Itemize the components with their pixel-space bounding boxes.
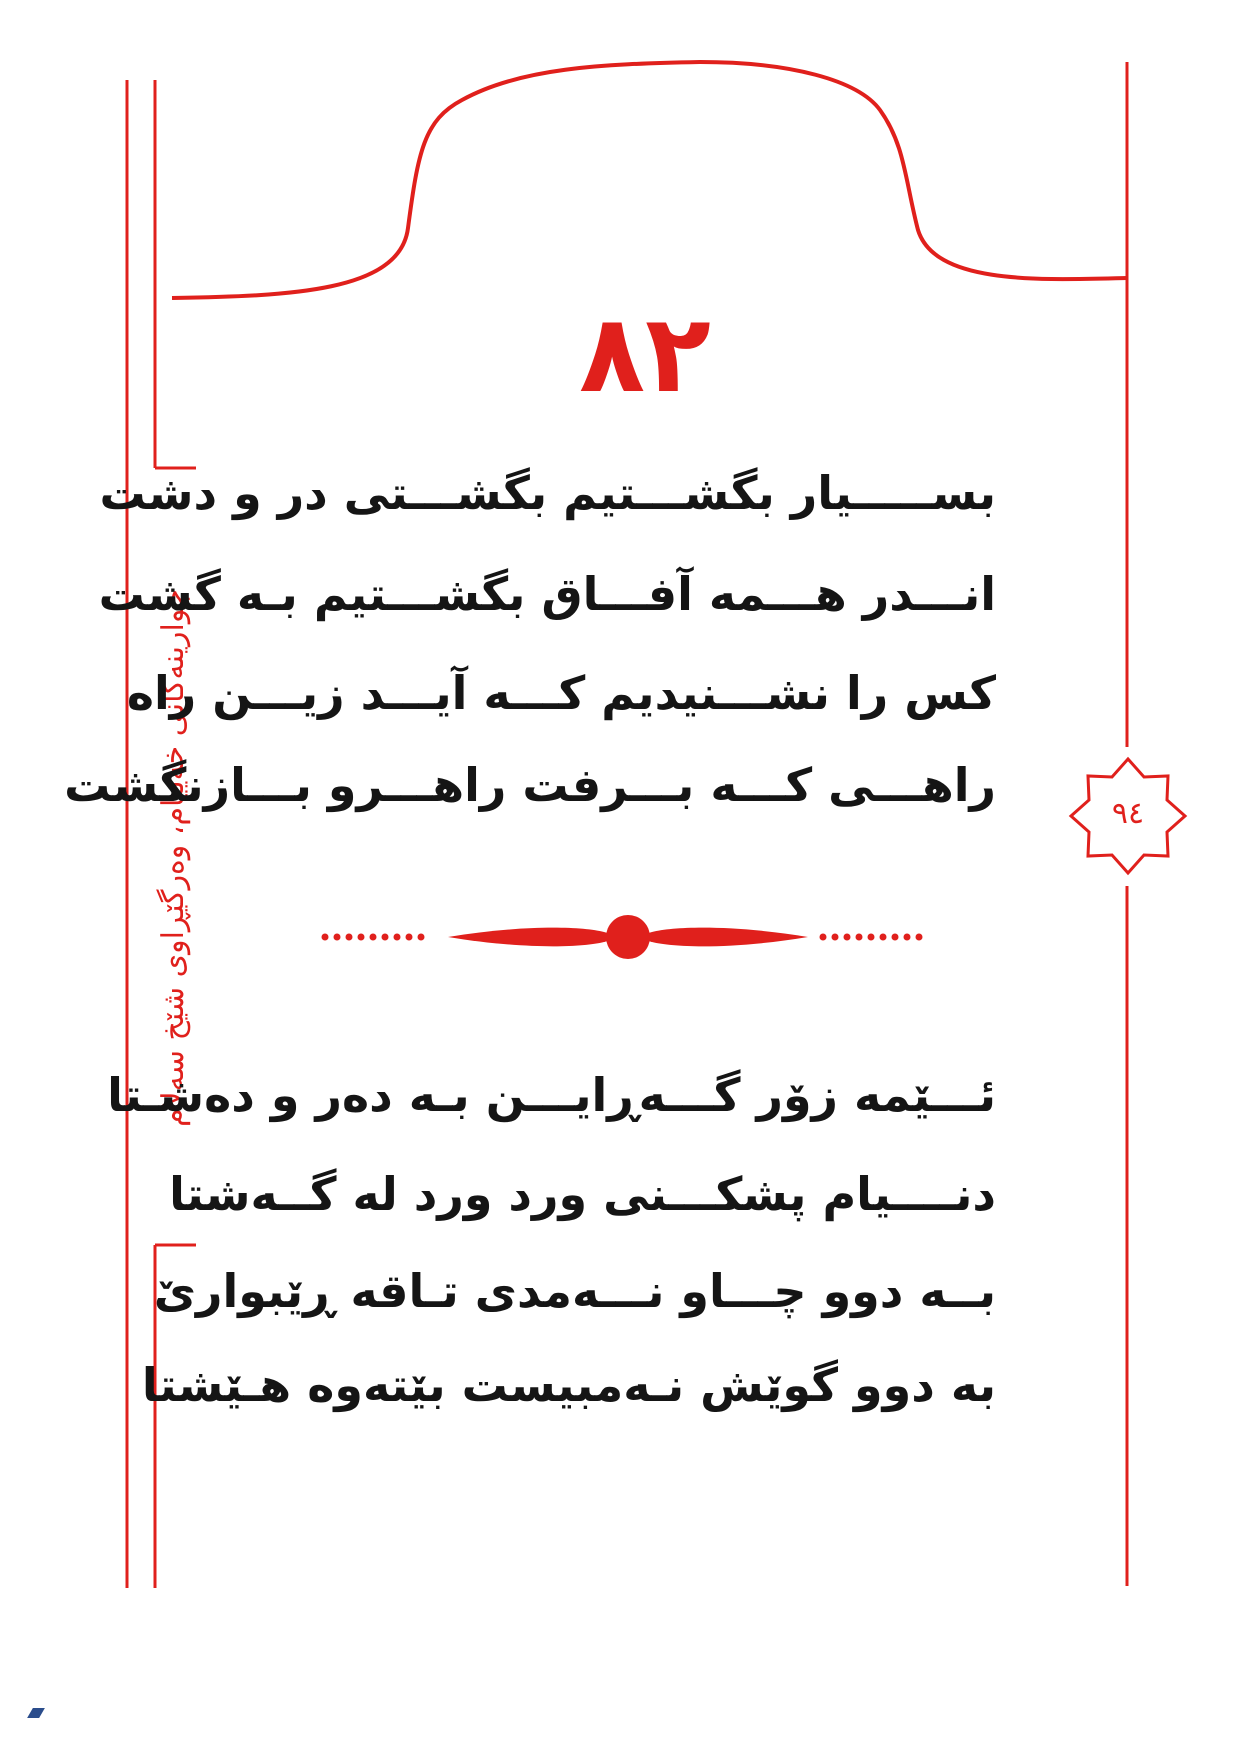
kurdish-verse-line: دنــــیام پشکـــنی ورد ورد لە گــەشتا xyxy=(169,1167,996,1221)
persian-verse-line: راهـــی کـــه بـــرفت راهـــرو بـــازنگشت xyxy=(64,758,996,812)
divider-ornament xyxy=(322,915,923,959)
page-number: ٩٤ xyxy=(1111,796,1145,831)
persian-verse-line: بســـــیار بگشـــتیم بگشـــتی در و دشت xyxy=(99,466,996,520)
poem-number: ٨٢ xyxy=(579,292,711,417)
kurdish-verse-line: ئـــێمه زۆر گـــەڕایـــن بـه دەر و دەشـتا xyxy=(107,1068,996,1122)
kurdish-verse-line: بــە دوو چـــاو نـــەمدی تـاقە ڕێبوارێ xyxy=(153,1264,996,1318)
kurdish-verse-line: بە دوو گوێش نـەمبیست بێتەوە هـێشتا xyxy=(141,1358,996,1412)
persian-verse-line: کس را نشـــنیدیم کـــه آیـــد زیـــن راه xyxy=(126,666,996,720)
side-book-title: چوارینەکانی خەییام، وەرگێڕاوی شێخ سەلام xyxy=(156,589,191,1127)
header-arch xyxy=(172,62,1127,298)
persian-verse-line: انـــدر هـــمه آفـــاق بگشـــتیم بـه گشت xyxy=(98,567,996,621)
